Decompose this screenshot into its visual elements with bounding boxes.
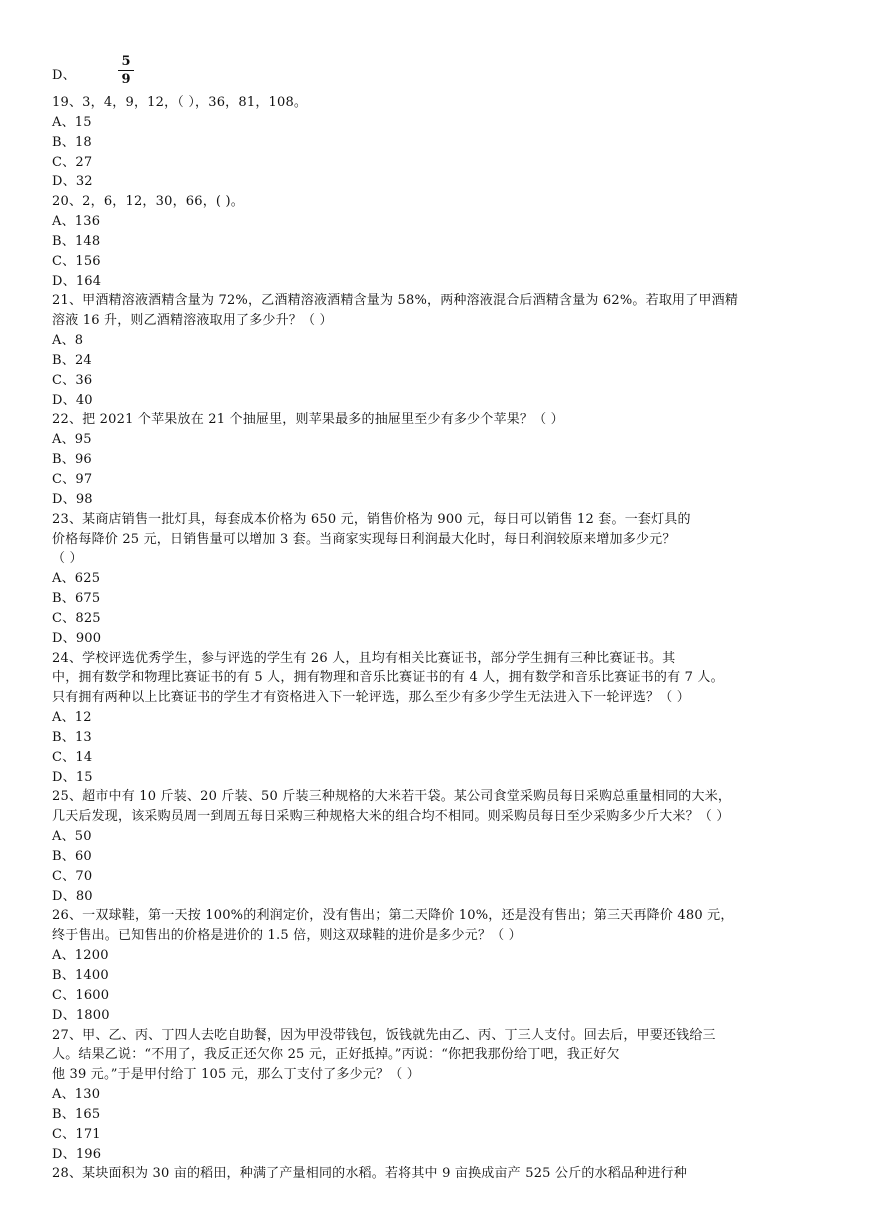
text-line: A、8	[52, 333, 84, 349]
text-line: B、18	[52, 134, 92, 150]
text-line: B、675	[52, 591, 101, 606]
fraction-bar	[118, 70, 134, 71]
text-line: 22、把 2021 个苹果放在 21 个抽屉里，则苹果最多的抽屉里至少有多少个苹果？（ ）	[52, 412, 564, 428]
text-line: D、196	[52, 1146, 102, 1162]
text-line: D、80	[52, 888, 93, 904]
text-line: B、24	[52, 352, 92, 368]
text-line: D、900	[52, 630, 102, 646]
text-line: C、70	[52, 868, 93, 884]
text-line: 他 39 元。”于是甲付给丁 105 元，那么丁支付了多少元？（ ）	[52, 1067, 420, 1083]
text-line: B、13	[52, 729, 92, 745]
text-line: D、15	[52, 769, 93, 785]
text-line: B、165	[52, 1106, 101, 1122]
text-line: （ ）	[52, 551, 83, 567]
text-line: A、136	[52, 214, 101, 229]
text-line: 只有拥有两种以上比赛证书的学生才有资格进入下一轮评选，那么至少有多少学生无法进入下一轮评选？（ ）	[52, 690, 690, 706]
text-line: 25、超市中有 10 斤装、20 斤装、50 斤装三种规格的大米若干袋。某公司食堂采购员每日采购总重量相同的大米，	[52, 789, 732, 805]
text-line: 终于售出。已知售出的价格是进价的 1.5 倍，则这双球鞋的进价是多少元？（ ）	[52, 928, 522, 944]
text-line: 28、某块面积为 30 亩的稻田，种满了产量相同的水稻。若将其中 9 亩换成亩产 525 公斤的水稻品种进行种	[52, 1166, 687, 1182]
text-line: A、625	[52, 571, 101, 587]
text-line: C、27	[52, 154, 93, 170]
text-line: 20、2，6，12，30，66，( )。	[52, 194, 244, 210]
text-line: D、1800	[52, 1007, 110, 1023]
text-line: 21、甲酒精溶液酒精含量为 72%，乙酒精溶液酒精含量为 58%，两种溶液混合后酒精含量为 62%。若取用了甲酒精	[52, 293, 739, 309]
text-line: 几天后发现，该采购员周一到周五每日采购三种规格大米的组合均不相同。则采购员每日至少采购多少斤大米？（ ）	[52, 809, 730, 825]
text-line: 24、学校评选优秀学生，参与评选的学生有 26 人，且均有相关比赛证书，部分学生拥有三种比赛证书。其	[52, 650, 676, 666]
text-line: B、1400	[52, 968, 109, 983]
fraction-numerator: 5	[121, 54, 131, 69]
text-line: 26、一双球鞋，第一天按 100%的利润定价，没有售出；第二天降价 10%，还是没有售出；第三天再降价 480 元，	[52, 908, 734, 924]
text-line: A、130	[52, 1087, 101, 1102]
text-line: C、1600	[52, 987, 110, 1003]
text-line: 27、甲、乙、丙、丁四人去吃自助餐，因为甲没带钱包，饭钱就先由乙、丙、丁三人支付。回去后，甲要还钱给三	[52, 1027, 716, 1043]
text-line: D、98	[52, 491, 93, 507]
text-line: C、171	[52, 1126, 101, 1142]
text-line: A、15	[52, 114, 92, 130]
text-line: C、156	[52, 253, 101, 269]
option-label-d-fraction: D、	[52, 68, 76, 83]
text-line: 溶液 16 升，则乙酒精溶液取用了多少升？（ ）	[52, 313, 333, 329]
text-line: 中，拥有数学和物理比赛证书的有 5 人，拥有物理和音乐比赛证书的有 4 人，拥有数学和音乐比赛证书的有 7 人。	[52, 670, 724, 686]
text-line: 23、某商店销售一批灯具，每套成本价格为 650 元，销售价格为 900 元，每日可以销售 12 套。一套灯具的	[52, 511, 691, 527]
text-line: A、12	[52, 710, 92, 725]
text-line: C、825	[52, 610, 101, 626]
text-line: C、36	[52, 372, 93, 388]
text-line: B、96	[52, 452, 92, 468]
text-line: 价格每降价 25 元，日销售量可以增加 3 套。当商家实现每日利润最大化时，每日利润较原来增加多少元？	[52, 531, 676, 547]
text-line: 19、3，4，9，12，（ ），36，81，108。	[52, 95, 308, 110]
text-line: 人。结果乙说：“不用了，我反正还欠你 25 元，正好抵掉。”丙说：“你把我那份给丁吧，我正好欠	[52, 1047, 620, 1063]
fraction-five-ninths	[118, 54, 134, 87]
text-line: B、148	[52, 233, 101, 249]
text-line: A、50	[52, 829, 92, 845]
text-line: A、1200	[52, 948, 109, 964]
text-line: D、32	[52, 174, 93, 190]
fraction-denominator: 9	[121, 72, 131, 87]
text-line: C、14	[52, 749, 93, 765]
text-line: D、164	[52, 273, 102, 289]
text-line: A、95	[52, 432, 92, 448]
text-line: D、40	[52, 392, 93, 408]
text-line: C、97	[52, 472, 93, 487]
text-line: B、60	[52, 848, 92, 864]
